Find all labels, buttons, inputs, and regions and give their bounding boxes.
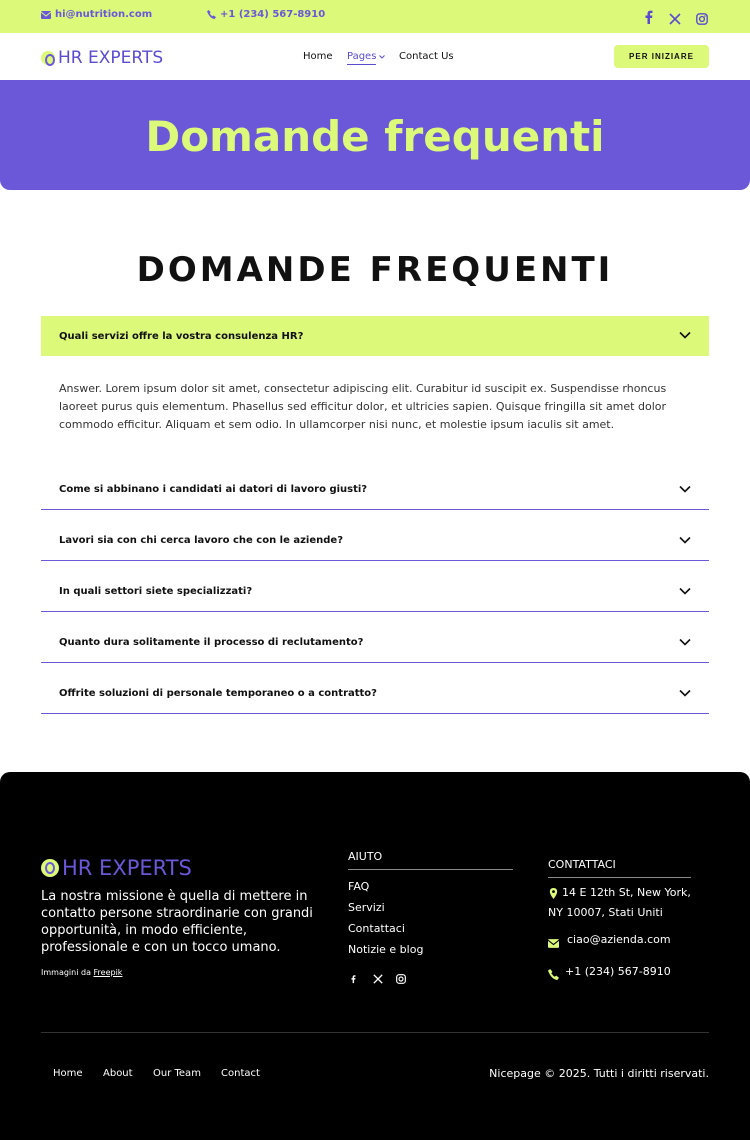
chevron-down-icon[interactable] [379,55,385,59]
faq-answer: Answer. Lorem ipsum dolor sit amet, consectetur adipiscing elit. Curabitur id suscipit ex. Suspendisse rhoncus laoreet purus quis elementum. Phasellus sed efficitur dolor, et ultricies sapien. Quisque fringilla sit amet dolor commodo efficitur. Aliquam et sem odio. In ullamcorper nisi nunc, et molestie ipsum iaculis sit amet. [59,382,667,431]
chevron-down-icon [679,687,691,699]
chevron-down-icon [679,585,691,597]
site-header [0,33,750,80]
faq-question: Come si abbinano i candidati ai datori di lavoro giusti? [59,484,368,495]
faq-item[interactable] [41,674,709,714]
nav-home[interactable]: Home [303,51,333,62]
footer-link-services[interactable]: Servizi [348,901,385,914]
image-credit [41,968,122,977]
credit-prefix: Immagini da [41,968,91,977]
chevron-down-icon [679,483,691,495]
bottom-link-team[interactable]: Our Team [153,1068,201,1079]
copyright-text: Nicepage © 2025. Tutti i diritti riservati. [489,1067,709,1080]
chevron-down-icon [679,636,691,648]
faq-item[interactable] [41,623,709,663]
footer-link-faq[interactable]: FAQ [348,880,370,893]
nav-contact-us[interactable]: Contact Us [399,51,454,62]
hero-title: Domande frequenti [145,112,605,161]
get-started-button[interactable]: PER INIZIARE [614,45,709,68]
instagram-icon[interactable] [396,969,406,988]
contact-address-line2: NY 10007, Stati Uniti [548,906,663,919]
contact-phone[interactable]: +1 (234) 567-8910 [565,965,671,978]
help-title: AIUTO [348,850,513,870]
chevron-down-icon [679,534,691,546]
faq-item[interactable] [41,470,709,510]
logo-text: HR EXPERTS [58,48,164,68]
logo-mark-icon [41,51,55,65]
facebook-icon[interactable] [643,9,655,23]
instagram-icon[interactable] [696,10,708,22]
topbar-phone-text: +1 (234) 567-8910 [220,9,326,20]
header-logo[interactable] [41,48,163,68]
mission-text: La nostra missione è quella di mettere in contatto persone straordinarie con grandi opportunità, in modo efficiente, professionale e con un tocco umano. [41,889,313,955]
topbar-phone[interactable] [207,9,325,20]
footer-divider [41,1032,709,1033]
footer-link-blog[interactable]: Notizie e blog [348,943,424,956]
faq-item[interactable] [41,521,709,561]
faq-item-open[interactable] [41,316,709,356]
hero-banner [0,80,750,190]
phone-icon [548,969,559,980]
topbar-email-text: hi@nutrition.com [55,9,153,20]
envelope-icon [548,938,559,949]
faq-question: Lavori sia con chi cerca lavoro che con le aziende? [59,535,343,546]
x-icon[interactable] [373,969,383,988]
phone-icon [207,10,216,19]
top-bar [0,0,750,33]
envelope-icon [41,11,51,19]
location-pin-icon [548,888,559,899]
footer-logo-text: HR EXPERTS [62,856,192,880]
faq-item[interactable] [41,572,709,612]
contact-title: CONTATTACI [548,858,691,878]
x-icon[interactable] [669,10,681,22]
footer-logo[interactable] [41,856,192,880]
bottom-link-contact[interactable]: Contact [221,1068,260,1079]
footer-link-contact[interactable]: Contattaci [348,922,405,935]
site-footer [0,772,750,1140]
bottom-link-about[interactable]: About [103,1068,133,1079]
bottom-link-home[interactable]: Home [53,1068,83,1079]
contact-address-line1: 14 E 12th St, New York, [562,886,691,899]
faq-question: Quali servizi offre la vostra consulenza HR? [59,330,304,342]
faq-question: Quanto dura solitamente il processo di reclutamento? [59,637,364,648]
facebook-icon[interactable] [350,969,357,988]
faq-section-title: DOMANDE FREQUENTI [136,250,614,290]
faq-question: Offrite soluzioni di personale temporaneo o a contratto? [59,688,377,699]
freepik-link[interactable]: Freepik [93,968,123,977]
contact-email[interactable]: ciao@azienda.com [567,933,671,946]
logo-mark-icon [41,859,59,877]
topbar-email[interactable] [41,9,152,20]
chevron-down-icon [679,329,691,341]
nav-pages[interactable]: Pages [347,51,376,65]
faq-question: In quali settori siete specializzati? [59,586,253,597]
